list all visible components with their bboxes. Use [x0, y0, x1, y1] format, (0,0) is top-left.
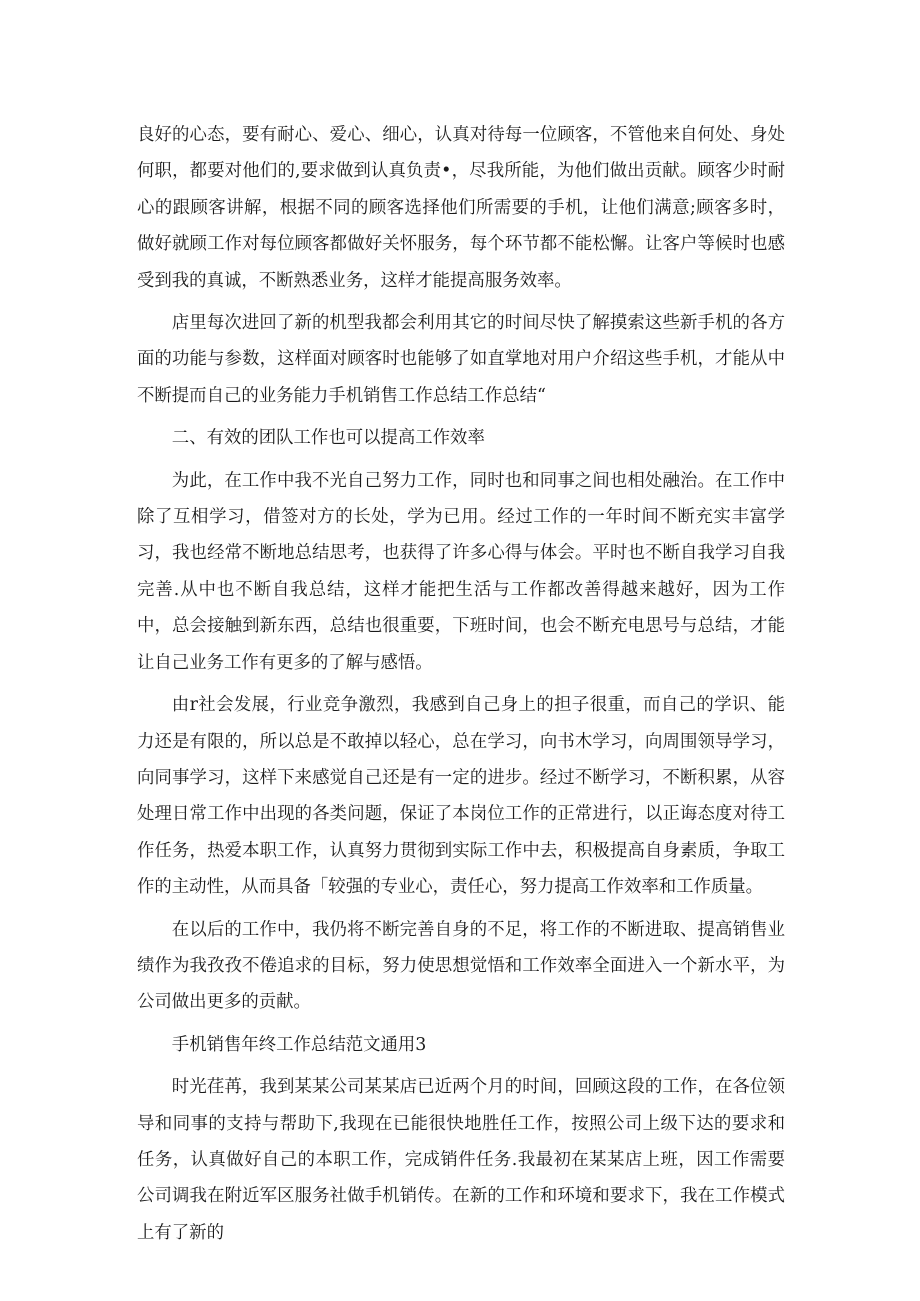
- paragraph-competition: 由r社会发展，行业竞争激烈，我感到自己身上的担子很重，而自己的学识、能力还是有限的，所以总是不敢掉以轻心，总在学习，向书木学习，向周围领导学习，向同事学习，这样下来感觉自己还是有一定的进步。经过不断学习，不断积累，从容处理日常工作中出现的各类问题，保证了本岗位工作的正常进行，以正诲态度对待工作任务，热爱本职工作，认真努力贯彻到实际工作中去，积极提高自身素质，争取工作的主动性，从而具备「较强的专业心，责任心，努力提高工作效率和工作质量。: [137, 695, 785, 898]
- paragraph-teamwork: 为此，在工作中我不光自己努力工作，同时也和同事之间也相处融治。在工作中除了互相学习，借签对方的长处，学为已用。经过工作的一年时间不断充实丰富学习，我也经常不断地总结思考，也获得了许多心得与体会。平时也不断自我学习自我完善.从中也不断自我总结，这样才能把生活与工作都改善得越来越好，因为工作中，总会接触到新东西，总结也很重要，下班时间，也会不断充电思号与总结，才能让自己业务工作有更多的了解与感悟。: [137, 470, 785, 673]
- section-heading-template-3: 手机销售年终工作总结范文通用3: [171, 1034, 427, 1055]
- section-heading-teamwork: 二、有效的团队工作也可以提高工作效率: [171, 428, 485, 449]
- paragraph-time-flies: 时光荏苒，我到某某公司某某店已近两个月的时间，回顾这段的工作，在各位领导和同事的支持与帮助下,我现在已能很快地胜任工作，按照公司上级下达的要求和任务，认真做好自己的本职工作，完成销件任务.我最初在某某店上班，因工作需要公司调我在附近军区服务社做手机销传。在新的工作和环境和要求下，我在工作模式上有了新的: [137, 1077, 785, 1243]
- paragraph-future-goals: 在以后的工作中，我仍将不断完善自身的不足，将工作的不断进取、提高销售业绩作为我孜孜不倦追求的目标，努力使思想觉悟和工作效率全面进入一个新水平，为公司做出更多的贡献。: [137, 919, 785, 1013]
- paragraph-new-models: 店里每次进回了新的机型我都会利用其它的时间尽快了解摸索这些新手机的各方面的功能与参数，这样面对顾客时也能够了如直掌地对用户介绍这些手机，才能从中不断提而自己的业务能力手机销售工作总结工作总结“: [137, 313, 785, 406]
- document-body: [137, 117, 785, 1257]
- paragraph-service-attitude: 良好的心态，要有耐心、爱心、细心，认真对待每一位顾客，不管他来自何处、身处何职，都要对他们的,要求做到认真负责•，尽我所能，为他们做出贡献。顾客少时耐心的跟顾客讲解，根据不同的顾客选择他们所需要的手机，让他们满意;顾客多时，做好就顾工作对每位顾客都做好关怀服务，每个环节都不能松懈。让客户等候时也感受到我的真诚，不断熟悉业务，这样才能提高服务效率。: [137, 125, 785, 291]
